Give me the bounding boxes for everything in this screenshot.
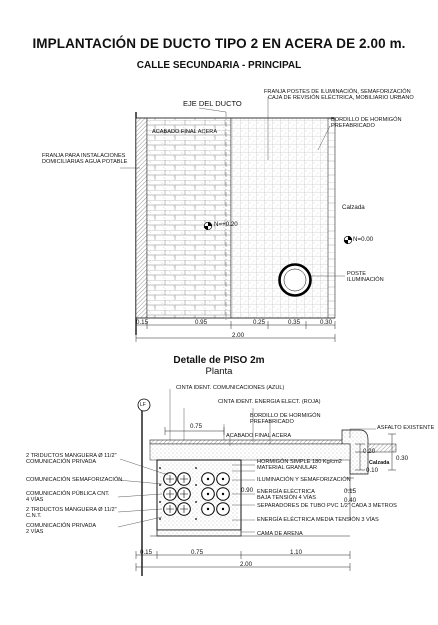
plan-label-finish: ACABADO FINAL ACERA <box>152 129 218 135</box>
detail-label-triduct-cnt <box>26 507 117 520</box>
plan-label-roadway: Calzada <box>342 204 365 211</box>
plan-label-curb-2: PREFABRICADO <box>331 123 375 130</box>
detail-dim-090: 0.90 <box>241 487 254 494</box>
detail-label-comm-private <box>26 523 96 536</box>
detail-label-triduct-priv-2: COMUNICACIÓN PRIVADA <box>26 459 97 466</box>
detail-label-finish: ACABADO FINAL ACERA <box>226 433 292 439</box>
plan-level-marker-sidewalk <box>204 222 212 230</box>
detail-subtitle: Planta <box>205 366 233 377</box>
plan-label-duct-axis: EJE DEL DUCTO <box>183 99 242 108</box>
detail-dim-020: 0.20 <box>363 448 376 455</box>
drawing-subtitle: CALLE SECUNDARIA - PRINCIPAL <box>136 60 302 71</box>
detail-label-curb <box>250 413 321 426</box>
detail-dim-075-top: 0.75 <box>190 423 203 430</box>
plan-level-marker-street <box>344 236 352 244</box>
plan-level-street: N=0.00 <box>353 236 374 243</box>
plan-dim-total: 2.00 <box>232 332 245 339</box>
plan-dim-035: 0.35 <box>288 319 301 326</box>
plan-label-install-strip <box>42 153 127 166</box>
detail-dim-015-right: 0.15 <box>344 488 357 495</box>
plan-label-pole-strip <box>264 89 414 102</box>
detail-dim-015: 0.15 <box>140 549 153 556</box>
detail-label-spacers: SEPARADORES DE TUBO PVC 1/2" CADA 3 METROS <box>257 503 397 509</box>
plan-dim-095: 0.95 <box>195 319 208 326</box>
detail-dim-110: 1.10 <box>290 549 303 556</box>
detail-dim-075: 0.75 <box>191 549 204 556</box>
plan-label-pole-1: POSTE <box>347 271 366 277</box>
plan-light-pole-inner <box>284 269 306 291</box>
detail-label-comm-signal: COMUNICACIÓN SEMAFORIZACIÓN <box>26 477 123 483</box>
plan-label-install-strip-2: DOMICILIARIAS AGUA POTABLE <box>42 159 128 166</box>
detail-label-comm-private-2: 2 VÍAS <box>26 529 44 536</box>
detail-label-energy-lv-1: ENERGÍA ELÉCTRICA <box>257 489 315 495</box>
detail-label-curb-1: BORDILLO DE HORMIGÓN <box>250 413 321 419</box>
detail-label-triduct-cnt-2: C.N.T. <box>26 513 42 520</box>
detail-title: Detalle de PISO 2m <box>173 355 265 366</box>
detail-label-triduct-cnt-1: 2 TRIDUCTOS MANGUERA Ø 11/2" <box>26 507 117 513</box>
detail-sand-bed <box>157 530 241 536</box>
detail-dim-total: 2.00 <box>240 561 253 568</box>
detail-concrete <box>150 444 350 460</box>
detail-dim-040: 0.40 <box>344 497 357 504</box>
detail-label-comm-public-1: COMUNICACIÓN PÚBLICA CNT. <box>26 491 110 497</box>
plan-label-pole-strip-1: FRANJA POSTES DE ILUMINACIÓN, SEMAFORIZACIÓN <box>264 89 411 95</box>
detail-label-energy-tape: CINTA IDENT. ENERGIA ELECT. (ROJA) <box>218 399 321 405</box>
plan-label-curb <box>331 117 402 130</box>
plan-label-curb-1: BORDILLO DE HORMIGÓN <box>331 117 402 123</box>
plan-level-sidewalk: N=+0.20 <box>214 221 238 228</box>
detail-dim-010: 0.10 <box>366 467 379 474</box>
detail-label-triduct-priv <box>26 453 117 466</box>
plan-dim-015: 0.15 <box>136 319 149 326</box>
detail-label-comm-public-2: 4 VÍAS <box>26 497 44 504</box>
detail-label-comm-tape: CINTA IDENT. COMUNICACIONES (AZUL) <box>176 385 285 391</box>
detail-surface <box>150 440 350 444</box>
detail-label-concrete-2: MATERIAL GRANULAR <box>257 465 317 472</box>
detail-label-concrete <box>257 459 342 472</box>
detail-label-asphalt: ASFALTO EXISTENTE <box>377 425 435 431</box>
detail-label-energy-lv-2: BAJA TENSIÓN 4 VÍAS <box>257 495 316 502</box>
plan-strip-hatched <box>136 118 147 318</box>
plan-label-pole <box>347 271 384 284</box>
detail-dim-030: 0.30 <box>396 455 409 462</box>
plan-curb <box>328 118 335 318</box>
detail-label-comm-private-1: COMUNICACIÓN PRIVADA <box>26 523 97 529</box>
detail-label-curb-2: PREFABRICADO <box>250 419 294 426</box>
detail-label-lighting: ILUMINACIÓN Y SEMAFORIZACIÓN <box>257 477 351 483</box>
detail-label-triduct-priv-1: 2 TRIDUCTOS MANGUERA Ø 11/2" <box>26 453 117 459</box>
detail-label-energy-mv: ENERGÍA ELÉCTRICA MEDIA TENSIÓN 3 VÍAS <box>257 517 379 523</box>
plan-label-install-strip-1: FRANJA PARA INSTALACIONES <box>42 153 126 159</box>
plan-dim-025: 0.25 <box>253 319 266 326</box>
plan-label-pole-2: ILUMINACIÓN <box>347 277 384 284</box>
detail-label-concrete-1: HORMIGÓN SIMPLE 180 Kg/cm2 <box>257 459 342 465</box>
plan-label-pole-strip-2: CAJA DE REVISIÓN ELÉCTRICA, MOBILIARIO URBANO <box>268 95 414 102</box>
detail-label-energy-lv <box>257 489 316 502</box>
detail-label-comm-public <box>26 491 110 504</box>
drawing-title: IMPLANTACIÓN DE DUCTO TIPO 2 EN ACERA DE 2.00 m. <box>32 36 406 51</box>
detail-label-sand: CAMA DE ARENA <box>257 531 303 537</box>
plan-dim-030: 0.30 <box>320 319 333 326</box>
plan-sidewalk-bricks <box>147 118 231 318</box>
detail-label-roadway: Calzada <box>369 460 390 466</box>
detail-lf-label: LF <box>140 402 146 408</box>
